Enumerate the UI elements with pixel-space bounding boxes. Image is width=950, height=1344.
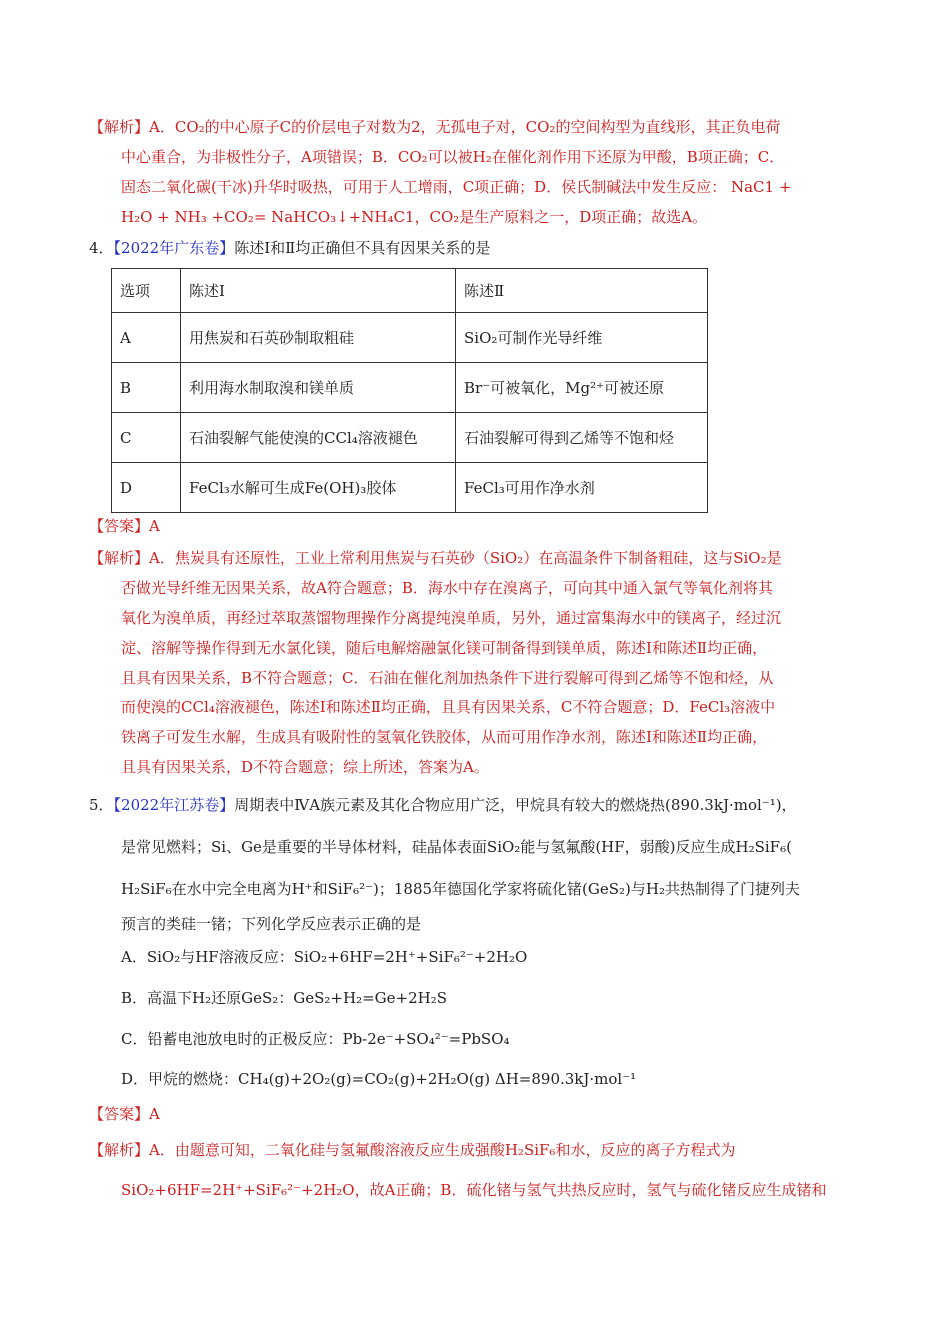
q5-question-line-3: H₂SiF₆在水中完全电离为H⁺和SiF₆²⁻)；1885年德国化学家将硫化锗(GeS₂)与H₂共热制得了门捷列夫 — [121, 880, 800, 898]
q5-answer-value: A — [149, 1105, 160, 1123]
q4-analysis-line-8: 且具有因果关系，D不符合题意；综上所述，答案为A。 — [121, 758, 489, 776]
q5-option-a: A．SiO₂与HF溶液反应：SiO₂+6HF=2H⁺+SiF₆²⁻+2H₂O — [121, 948, 528, 966]
q3-analysis-line-1: 【解析】A．CO₂的中心原子C的价层电子对数为2，无孤电子对，CO₂的空间构型为直线形，其正负电荷 — [89, 118, 781, 136]
table-cell: Br⁻可被氧化，Mg²⁺可被还原 — [456, 363, 708, 413]
q4-analysis-line-7: 铁离子可发生水解，生成具有吸附性的氢氧化铁胶体，从而可用作净水剂，陈述Ⅰ和陈述Ⅱ均正确， — [121, 728, 768, 746]
q5-analysis-line-2: SiO₂+6HF=2H⁺+SiF₆²⁻+2H₂O，故A正确；B．硫化锗与氢气共热反应时，氢气与硫化锗反应生成锗和 — [121, 1181, 827, 1199]
table-cell: B — [112, 363, 181, 413]
q5-answer-label: 【答案】 — [89, 1105, 150, 1123]
q4-analysis-line-4: 淀、溶解等操作得到无水氯化镁，随后电解熔融氯化镁可制备得到镁单质，陈述Ⅰ和陈述Ⅱ均正确， — [121, 639, 768, 657]
q4-question — [89, 238, 490, 258]
q4-analysis-line-5: 且具有因果关系，B不符合题意；C．石油在催化剂加热条件下进行裂解可得到乙烯等不饱和烃，从 — [121, 669, 774, 687]
table-cell: 利用海水制取溴和镁单质 — [181, 363, 456, 413]
q4-stem: 陈述Ⅰ和Ⅱ均正确但不具有因果关系的是 — [234, 239, 491, 257]
q5-question-line-1: 5．【2022年江苏卷】周期表中ⅣA族元素及其化合物应用广泛，甲烷具有较大的燃烧热(890.3kJ·mol⁻¹)， — [89, 796, 797, 814]
q5-question-line-4: 预言的类硅一锗；下列化学反应表示正确的是 — [121, 915, 422, 933]
table-cell: C — [112, 413, 181, 463]
q5-option-b: B．高温下H₂还原GeS₂：GeS₂+H₂=Ge+2H₂S — [121, 989, 447, 1007]
q4-answer-value: A — [149, 517, 160, 535]
table-row — [112, 363, 708, 413]
q4-analysis-line-3: 氧化为溴单质，再经过萃取蒸馏物理操作分离提纯溴单质，另外，通过富集海水中的镁离子，经过沉 — [121, 609, 782, 627]
table-cell: 用焦炭和石英砂制取粗硅 — [181, 313, 456, 363]
table-row — [112, 413, 708, 463]
table-cell: 石油裂解气能使溴的CCl₄溶液褪色 — [181, 413, 456, 463]
table-row — [112, 313, 708, 363]
table-cell: FeCl₃可用作净水剂 — [456, 463, 708, 513]
q5-analysis-label: 【解析】 — [89, 1141, 150, 1159]
table-header-cell: 选项 — [112, 269, 181, 313]
table-header-cell: 陈述Ⅰ — [181, 269, 456, 313]
q3-analysis-line-3: 固态二氧化碳(干冰)升华时吸热，可用于人工增雨，C项正确；D．侯氏制碱法中发生反应： NaC1 + — [121, 178, 792, 196]
table-header-cell: 陈述Ⅱ — [456, 269, 708, 313]
q5-option-d: D．甲烷的燃烧：CH₄(g)+2O₂(g)=CO₂(g)+2H₂O(g) ΔH=890.3kJ·mol⁻¹ — [121, 1070, 637, 1088]
table-cell: 石油裂解可得到乙烯等不饱和烃 — [456, 413, 708, 463]
q5-source: 【2022年江苏卷】 — [113, 796, 235, 814]
q5-question-line-2: 是常见燃料；Si、Ge是重要的半导体材料，硅晶体表面SiO₂能与氢氟酸(HF，弱酸)反应生成H₂SiF₆( — [121, 838, 792, 856]
table-cell: SiO₂可制作光导纤维 — [456, 313, 708, 363]
q4-analysis-line-1: 【解析】A．焦炭具有还原性，工业上常利用焦炭与石英砂（SiO₂）在高温条件下制备粗硅，这与SiO₂是 — [89, 549, 782, 567]
table-cell: FeCl₃水解可生成Fe(OH)₃胶体 — [181, 463, 456, 513]
q3-analysis-line-4: H₂O + NH₃ +CO₂= NaHCO₃↓+NH₄C1，CO₂是生产原料之一，D项正确；故选A。 — [121, 208, 708, 226]
q4-answer-label: 【答案】 — [89, 517, 150, 535]
q3-analysis-label: 【解析】 — [89, 118, 150, 136]
q5-analysis-line-1: 【解析】A．由题意可知，二氧化硅与氢氟酸溶液反应生成强酸H₂SiF₆和水，反应的离子方程式为 — [89, 1141, 736, 1159]
q4-analysis-line-6: 而使溴的CCl₄溶液褪色，陈述Ⅰ和陈述Ⅱ均正确，且具有因果关系，C不符合题意；D．FeCl₃溶液中 — [121, 698, 776, 716]
q4-analysis-line-2: 否做光导纤维无因果关系，故A符合题意；B．海水中存在溴离子，可向其中通入氯气等氧化剂将其 — [121, 579, 773, 597]
q4-options-table — [111, 268, 708, 513]
q5-option-c: C．铅蓄电池放电时的正极反应：Pb-2e⁻+SO₄²⁻=PbSO₄ — [121, 1030, 510, 1048]
table-cell: A — [112, 313, 181, 363]
q3-analysis-line-2: 中心重合，为非极性分子，A项错误；B．CO₂可以被H₂在催化剂作用下还原为甲酸，B项正确；C． — [121, 148, 785, 166]
q5-answer — [89, 1104, 160, 1124]
table-header-row — [112, 269, 708, 313]
q4-number: 4． — [89, 239, 114, 257]
q5-number: 5． — [89, 796, 114, 814]
q4-source: 【2022年广东卷】 — [113, 239, 235, 257]
table-row — [112, 463, 708, 513]
table-cell: D — [112, 463, 181, 513]
q4-analysis-label: 【解析】 — [89, 549, 150, 567]
q4-answer — [89, 516, 160, 536]
